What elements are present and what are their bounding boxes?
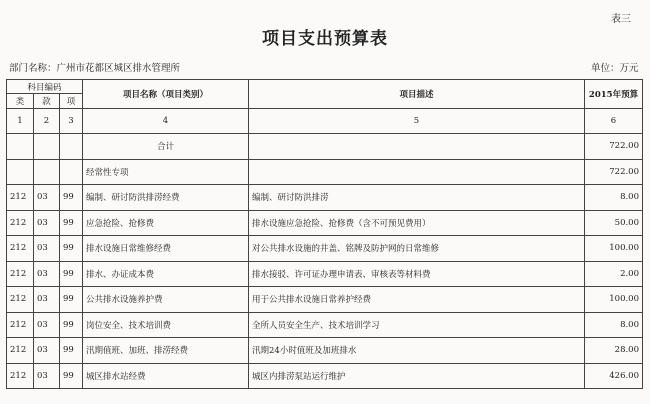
project-desc-cell: 汛期24小时值班及加班排水 [249,338,585,364]
item-code-cell: 99 [60,210,83,236]
index-cell: 5 [249,109,585,134]
project-name-cell: 公共排水设施养护费 [83,287,249,313]
class-code-cell: 212 [7,338,34,364]
unit-label: 单位：万元 [591,63,639,74]
section-code-cell: 03 [34,236,60,262]
project-rows [7,185,643,389]
index-cell: 2 [34,109,60,134]
index-cell: 3 [60,109,83,134]
budget-table [6,79,643,389]
class-code-cell: 212 [7,287,34,313]
section-code-cell: 03 [34,312,60,338]
section-code-cell: 03 [34,261,60,287]
index-cell: 4 [83,109,249,134]
project-name-cell: 排水设施日常维修经费 [83,236,249,262]
project-name-cell: 岗位安全、技术培训费 [83,312,249,338]
category-row [7,159,643,185]
item-code-cell: 99 [60,261,83,287]
header-subject-code: 科目编码 [7,80,83,94]
budget-cell: 8.00 [585,312,643,338]
item-code-cell: 99 [60,363,83,389]
table-number-label: 表三 [611,14,631,25]
header-section: 款 [34,94,60,109]
header-class: 类 [7,94,34,109]
budget-cell: 8.00 [585,185,643,211]
budget-cell: 28.00 [585,338,643,364]
header-project-desc: 项目描述 [249,80,585,109]
table-row [7,210,643,236]
project-name-cell: 排水、办证成本费 [83,261,249,287]
section-code-cell: 03 [34,210,60,236]
section-code-cell: 03 [34,185,60,211]
section-code-cell: 03 [34,363,60,389]
header-row-1 [7,80,643,94]
budget-cell: 2.00 [585,261,643,287]
table-row [7,363,643,389]
table-row [7,312,643,338]
item-code-cell: 99 [60,312,83,338]
page-title: 项目支出预算表 [262,29,388,49]
project-name-cell: 汛期值班、加班、排涝经费 [83,338,249,364]
section-code-cell: 03 [34,287,60,313]
index-cell: 6 [585,109,643,134]
total-label: 合计 [83,134,249,160]
project-name-cell: 城区排水站经费 [83,363,249,389]
budget-cell: 100.00 [585,236,643,262]
project-desc-cell: 排水设施应急抢险、抢修费（含不可预见费用） [249,210,585,236]
project-desc-cell: 对公共排水设施的井盖、铭牌及防护网的日常维修 [249,236,585,262]
project-name-cell: 应急抢险、抢修费 [83,210,249,236]
project-desc-cell: 编制、研讨防洪排涝 [249,185,585,211]
header-item: 项 [60,94,83,109]
project-desc-cell: 排水接驳、许可证办理申请表、审核表等材料费 [249,261,585,287]
table-row [7,338,643,364]
budget-cell: 100.00 [585,287,643,313]
header-project-name: 项目名称（项目类别） [83,80,249,109]
budget-cell: 426.00 [585,363,643,389]
table-row [7,287,643,313]
department-name: 部门名称：广州市花都区城区排水管理所 [9,63,181,74]
class-code-cell: 212 [7,312,34,338]
total-budget: 722.00 [585,134,643,160]
category-budget: 722.00 [585,159,643,185]
class-code-cell: 212 [7,210,34,236]
project-desc-cell: 用于公共排水设施日常养护经费 [249,287,585,313]
budget-cell: 50.00 [585,210,643,236]
item-code-cell: 99 [60,338,83,364]
project-desc-cell: 城区内排涝泵站运行维护 [249,363,585,389]
project-desc-cell: 全所人员安全生产、技术培训学习 [249,312,585,338]
class-code-cell: 212 [7,236,34,262]
table-row [7,236,643,262]
section-code-cell: 03 [34,338,60,364]
item-code-cell: 99 [60,287,83,313]
item-code-cell: 99 [60,185,83,211]
class-code-cell: 212 [7,363,34,389]
index-cell: 1 [7,109,34,134]
category-label: 经常性专项 [83,159,249,185]
table-row [7,185,643,211]
table-row [7,261,643,287]
total-row [7,134,643,160]
class-code-cell: 212 [7,261,34,287]
project-name-cell: 编制、研讨防洪排涝经费 [83,185,249,211]
class-code-cell: 212 [7,185,34,211]
header-budget: 2015年预算 [585,80,643,109]
index-row [7,109,643,134]
item-code-cell: 99 [60,236,83,262]
